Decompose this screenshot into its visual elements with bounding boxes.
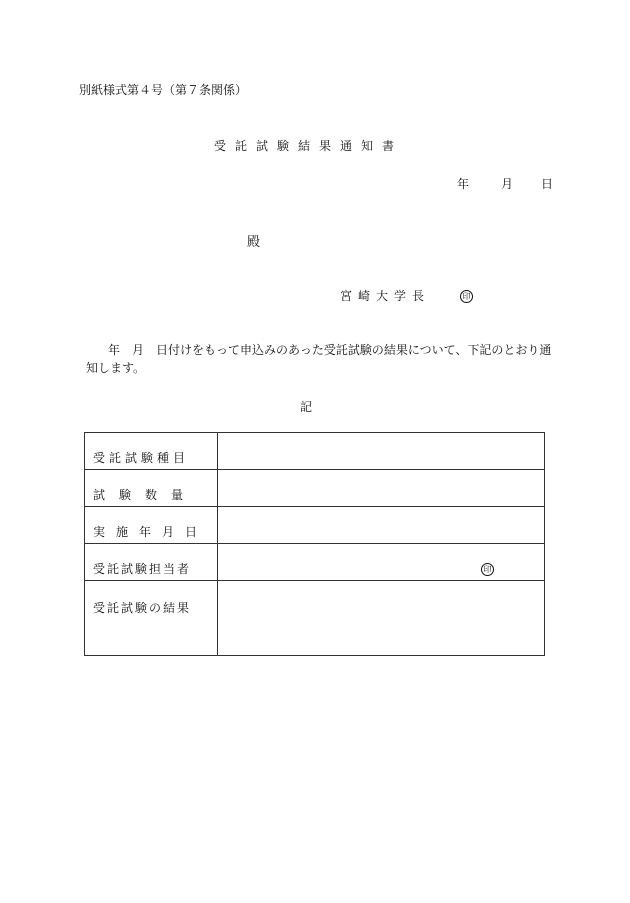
document-title: 受託試験結果通知書 bbox=[214, 139, 404, 153]
row-label-test-item: 受託試験種目 bbox=[85, 433, 218, 470]
table-row bbox=[85, 433, 545, 470]
addressee-suffix: 殿 bbox=[247, 235, 261, 250]
table-row bbox=[85, 470, 545, 507]
row-value-date bbox=[218, 507, 545, 544]
row-label-person bbox=[85, 544, 218, 581]
row-label-date bbox=[85, 507, 218, 544]
body-text: 年 月 日付けをもって申込みのあった受託試験の結果について、下記のとおり通知します。 bbox=[86, 343, 552, 375]
seal-icon: 印 bbox=[460, 290, 473, 303]
row-value-test-item bbox=[218, 433, 545, 470]
form-number: 別紙様式第４号（第７条関係） bbox=[79, 83, 248, 97]
row-label-quantity-text: 試験数量 bbox=[93, 488, 198, 502]
row-value-quantity bbox=[218, 470, 545, 507]
table-row bbox=[85, 581, 545, 656]
seal-icon: 印 bbox=[481, 563, 494, 576]
result-table bbox=[84, 432, 545, 656]
row-value-person bbox=[218, 544, 545, 581]
row-label-quantity bbox=[85, 470, 218, 507]
table-row bbox=[85, 507, 545, 544]
row-label-result-text: 受託試験の結果 bbox=[93, 601, 192, 615]
sender-line bbox=[340, 287, 473, 304]
row-label-date-text: 実施年月日 bbox=[93, 525, 209, 539]
row-label-person-text: 受託試験担当者 bbox=[93, 562, 192, 576]
sender-name: 宮崎大学長 bbox=[340, 289, 431, 303]
date-line bbox=[457, 175, 553, 192]
date-day: 日 bbox=[541, 177, 554, 191]
ki-heading: 記 bbox=[300, 400, 313, 414]
table-row bbox=[85, 544, 545, 581]
row-value-result bbox=[218, 581, 545, 656]
date-month: 月 bbox=[501, 177, 514, 191]
row-label-result bbox=[85, 581, 218, 656]
date-year: 年 bbox=[457, 177, 470, 191]
